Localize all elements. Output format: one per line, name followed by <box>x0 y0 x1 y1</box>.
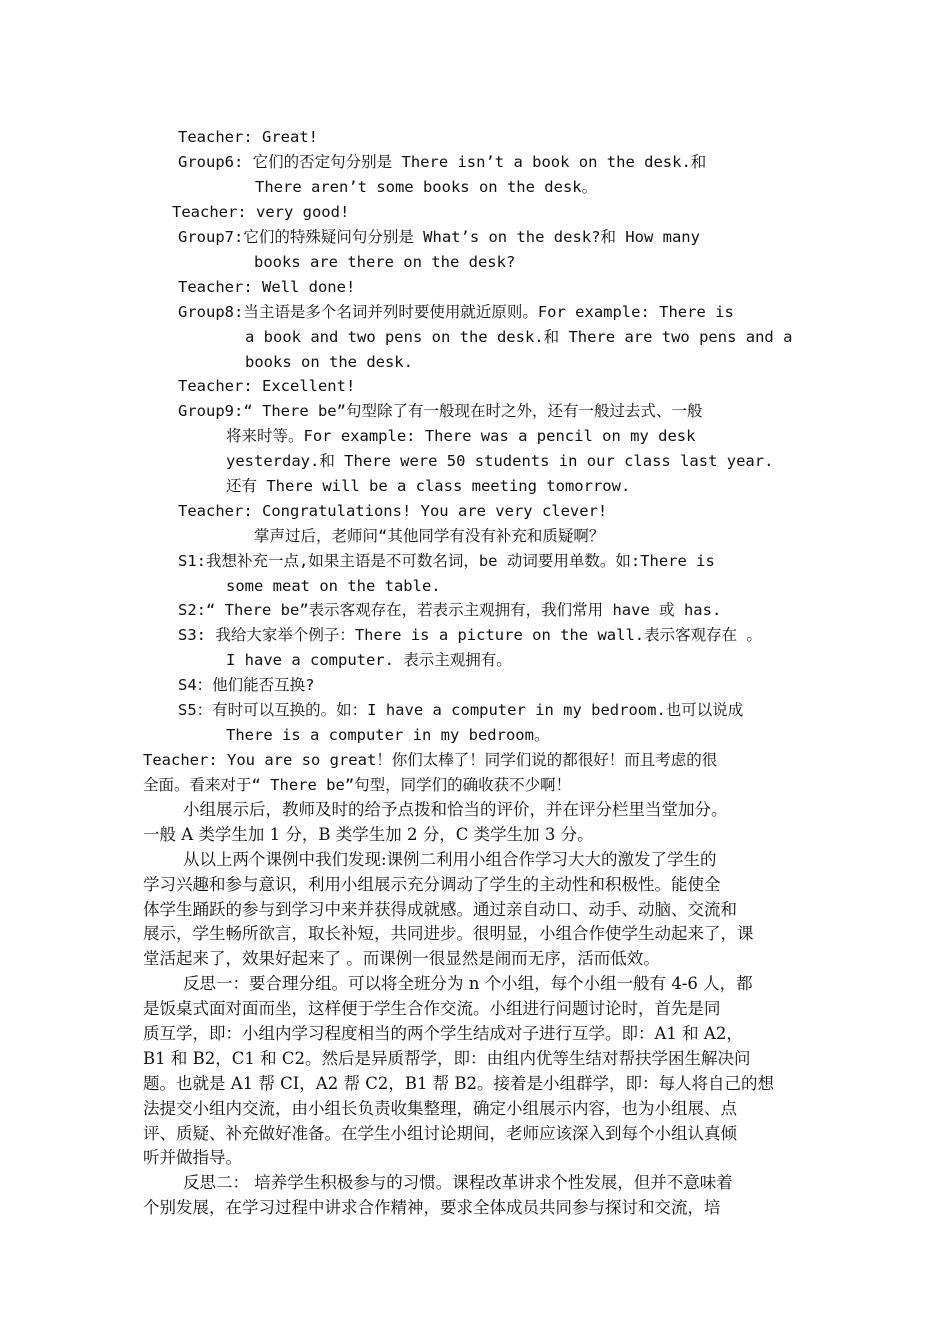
dialogue-line: Group9:“ There be”句型除了有一般现在时之外，还有一般过去式、一般 <box>178 402 703 420</box>
dialogue-line: Group7:它们的特殊疑问句分别是 What’s on the desk?和 How many <box>178 228 700 246</box>
dialogue-line: 全面。看来对于“ There be”句型，同学们的确收获不少啊！ <box>143 776 572 794</box>
dialogue-line: Teacher: Well done! <box>178 278 356 296</box>
paragraph-line: 学习兴趣和参与意识，利用小组展示充分调动了学生的主动性和积极性。能使全 <box>143 875 721 894</box>
dialogue-line: Teacher: Excellent! <box>178 377 356 395</box>
paragraph-line: 反思一：要合理分组。可以将全班分为 n 个小组，每个小组一般有 4-6 人，都 <box>183 974 753 993</box>
dialogue-line: books are there on the desk? <box>254 253 516 271</box>
dialogue-line: S2:“ There be”表示客观存在，若表示主观拥有，我们常用 have 或 has. <box>178 601 722 619</box>
paragraph-line: 一般 A 类学生加 1 分，B 类学生加 2 分，C 类学生加 3 分。 <box>143 825 594 844</box>
paragraph-line: 法提交小组内交流，由小组长负责收集整理，确定小组展示内容，也为小组展、点 <box>143 1099 737 1118</box>
dialogue-line: Teacher: You are so great！你们太棒了！同学们说的都很好！而且考虑的很 <box>143 751 718 769</box>
dialogue-line: 掌声过后，老师问“其他同学有没有补充和质疑啊？ <box>254 527 605 545</box>
dialogue-line: Group8:当主语是多个名词并列时要使用就近原则。For example: There is <box>178 303 734 321</box>
dialogue-line: S1:我想补充一点,如果主语是不可数名词，be 动词要用单数。如:There is <box>178 552 715 570</box>
paragraph-line: 是饭桌式面对面而坐，这样便于学生合作交流。小组进行问题讨论时，首先是同 <box>143 999 721 1018</box>
dialogue-line: 将来时等。For example: There was a pencil on my desk <box>226 427 696 445</box>
dialogue-line: books on the desk. <box>245 353 413 371</box>
dialogue-line: 还有 There will be a class meeting tomorrow. <box>226 477 631 495</box>
dialogue-line: Teacher: very good! <box>172 203 350 221</box>
paragraph-line: 题。也就是 A1 帮 CI，A2 帮 C2，B1 帮 B2。接着是小组群学，即：每人将自己的想 <box>143 1074 775 1093</box>
paragraph-line: B1 和 B2，C1 和 C2。然后是异质帮学，即：由组内优等生结对帮扶学困生解决问 <box>143 1049 751 1068</box>
paragraph-line: 评、质疑、补充做好准备。在学生小组讨论期间，老师应该深入到每个小组认真倾 <box>143 1124 737 1143</box>
dialogue-line: Teacher: Great! <box>178 128 318 146</box>
paragraph-line: 堂活起来了，效果好起来了 。而课例一很显然是闹而无序，活而低效。 <box>143 949 660 968</box>
paragraph-line: 个别发展，在学习过程中讲求合作精神，要求全体成员共同参与探讨和交流，培 <box>143 1198 721 1217</box>
dialogue-line: S4：他们能否互换? <box>178 676 315 694</box>
dialogue-line: a book and two pens on the desk.和 There are two pens and a <box>245 328 793 346</box>
paragraph-line: 展示，学生畅所欲言，取长补短，共同进步。很明显，小组合作使学生动起来了，课 <box>143 924 754 943</box>
dialogue-line: There is a computer in my bedroom。 <box>226 726 550 744</box>
paragraph-line: 听并做指导。 <box>143 1148 242 1167</box>
dialogue-line: I have a computer. 表示主观拥有。 <box>226 651 512 669</box>
dialogue-line: S3: 我给大家举个例子：There is a picture on the wall.表示客观存在 。 <box>178 626 762 644</box>
paragraph-line: 体学生踊跃的参与到学习中来并获得成就感。通过亲自动口、动手、动脑、交流和 <box>143 900 737 919</box>
dialogue-line: S5：有时可以互换的。如：I have a computer in my bedroom.也可以说成 <box>178 701 744 719</box>
dialogue-line: yesterday.和 There were 50 students in our class last year. <box>226 452 774 470</box>
paragraph-line: 从以上两个课例中我们发现:课例二利用小组合作学习大大的激发了学生的 <box>183 850 717 869</box>
dialogue-line: some meat on the table. <box>226 577 441 595</box>
paragraph-line: 反思二： 培养学生积极参与的习惯。课程改革讲求个性发展，但并不意味着 <box>183 1173 733 1192</box>
dialogue-line: There aren’t some books on the desk。 <box>255 178 598 196</box>
paragraph-line: 质互学，即：小组内学习程度相当的两个学生结成对子进行互学。即：A1 和 A2， <box>143 1024 743 1043</box>
dialogue-line: Teacher: Congratulations! You are very clever! <box>178 502 608 520</box>
dialogue-line: Group6: 它们的否定句分别是 There isn’t a book on the desk.和 <box>178 153 707 171</box>
paragraph-line: 小组展示后，教师及时的给予点拨和恰当的评价，并在评分栏里当堂加分。 <box>183 800 728 819</box>
